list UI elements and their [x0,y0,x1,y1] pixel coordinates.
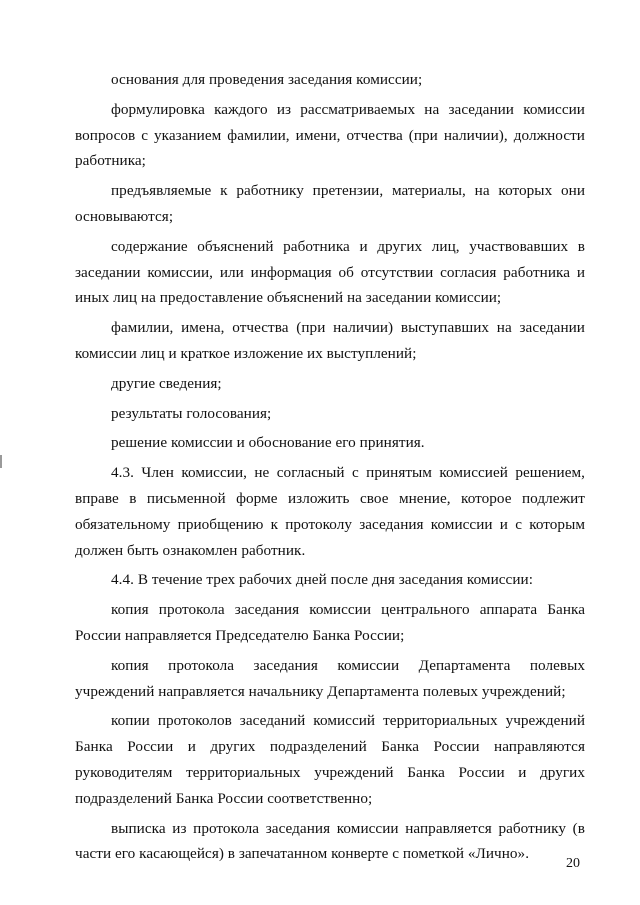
paragraph-meeting-grounds: основания для проведения заседания комиссии; [111,71,423,88]
paragraph-central-office-copy: копия протокола заседания комиссии центрального аппарата Банка России направляется Председателю Банка России; [75,601,585,644]
paragraph-voting-results: результаты голосования; [111,404,272,422]
paragraph-territorial-copies: копии протоколов заседаний комиссий территориальных учреждений Банка России и других подразделений Банка России направляются руководителям территориальных учреждений Банка России и других подразделений Банка России соответственно; [75,712,585,807]
paragraph-field-department-copy: копия протокола заседания комиссии Департамента полевых учреждений направляется начальнику Департамента полевых учреждений; [75,656,585,700]
paragraph-speakers: фамилии, имена, отчества (при наличии) выступавших на заседании комиссии лиц и краткое изложение их выступлений; [75,319,585,362]
scan-edge-mark [0,455,2,468]
paragraph-question-wording: формулировка каждого из рассматриваемых на заседании комиссии вопросов с указанием фамилии, имени, отчества (при наличии), должности работника; [75,100,585,170]
paragraph-claims: предъявляемые к работнику претензии, материалы, на которых они основываются; [75,182,585,225]
paragraph-section-4-3: 4.3. Член комиссии, не согласный с принятым комиссией решением, вправе в письменной форме изложить свое мнение, которое подлежит обязательному приобщению к протоколу заседания комиссии и с которым должен быть ознакомлен работник. [75,464,585,559]
paragraph-extract-to-employee: выписка из протокола заседания комиссии направляется работнику (в части его касающейся) в запечатанном конверте с пометкой «Лично». [75,819,585,863]
paragraph-section-4-4: 4.4. В течение трех рабочих дней после дня заседания комиссии: [111,571,533,589]
paragraph-explanations: содержание объяснений работника и других лиц, участвовавших в заседании комиссии, или информация об отсутствии согласия работника и иных лиц на предоставление объяснений на заседании комиссии; [75,237,585,307]
document-body [75,67,585,871]
paragraph-other-info: другие сведения; [111,374,222,392]
paragraph-decision: решение комиссии и обоснование его принятия. [111,434,425,452]
page-number: 20 [566,856,580,871]
